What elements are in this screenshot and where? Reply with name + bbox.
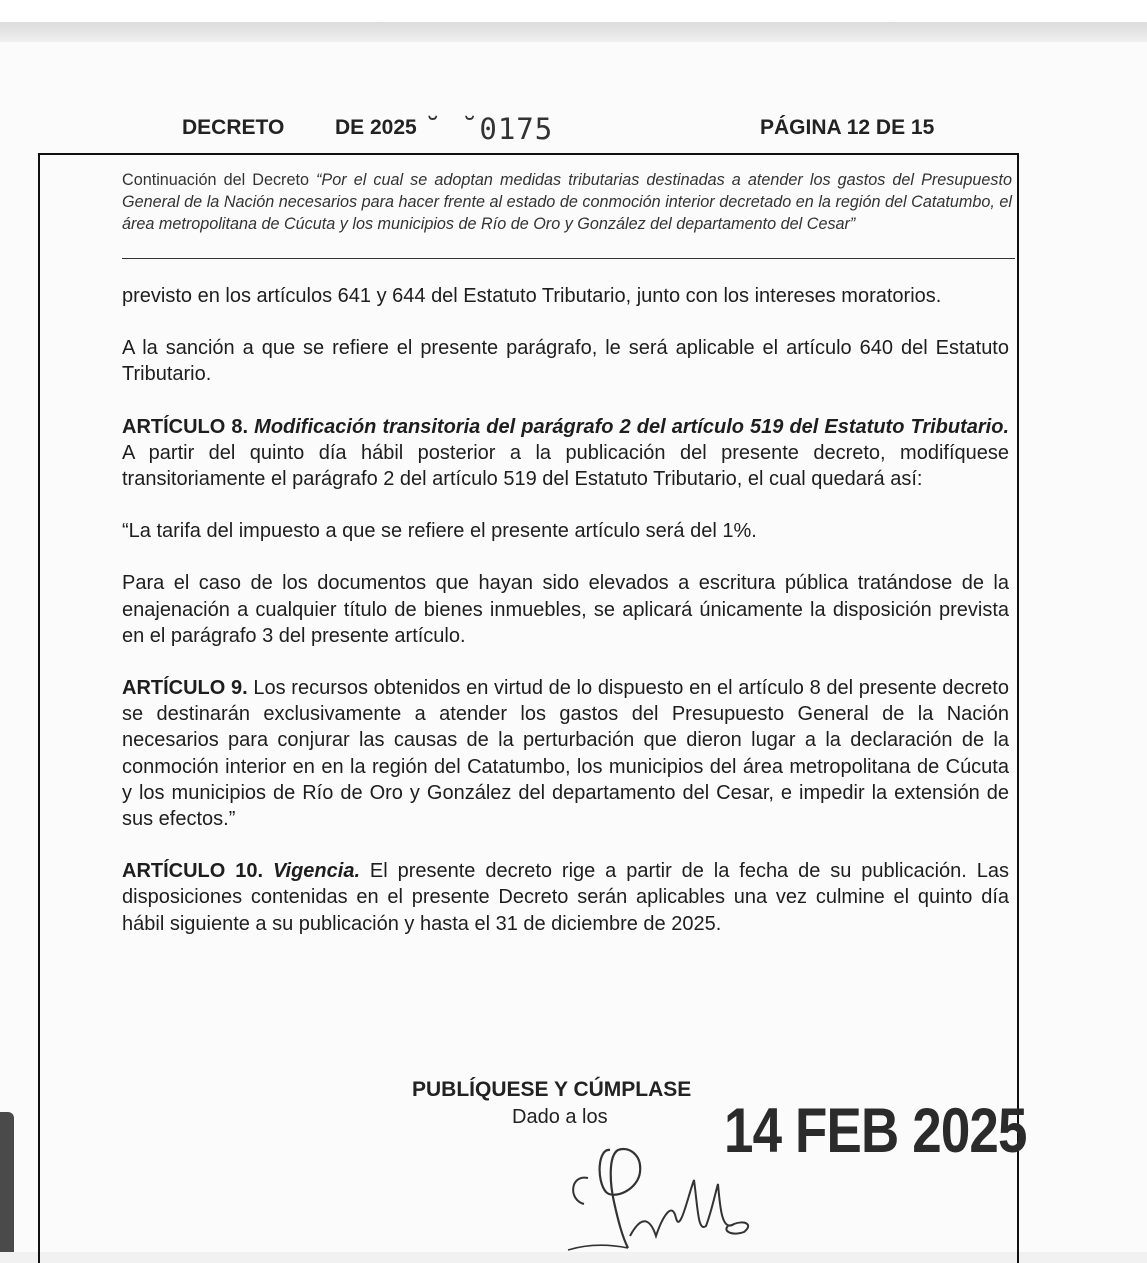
article-10-label: ARTÍCULO 10. [122,860,264,883]
continuation-rule [122,258,1015,259]
top-shadow [0,22,1147,44]
dado-text: Dado a los [512,1106,608,1128]
signature-icon [548,1140,768,1252]
header-decreto: DECRETO [182,116,285,139]
continuation-lead: Continuación del Decreto [122,171,317,189]
quote-2: Para el caso de los documentos que hayan sido elevados a escritura pública tratándose de la enajenación a cualquier título de bienes inmuebles, se aplicará únicamente la disposición prevista en el parágrafo 3 del presente artículo. [122,572,1009,647]
article-9-text: Los recursos obtenidos en virtud de lo dispuesto en el artículo 8 del presente decreto se destinarán exclusivamente a atender los gastos del Presupuesto General de la Nación necesarios para conjurar las causas de la perturbación que dieron lugar a la declaración de la conmoción interior en en la región del Catatumbo, los municipios del área metropolitana de Cúcuta y los municipios de Río de Oro y González del departamento del Cesar, e impedir la extensión de sus efectos.” [122,677,1009,831]
document-body [122,283,1009,963]
left-edge-tab [0,1112,14,1252]
page-indicator: PÁGINA 12 DE 15 [760,116,935,139]
article-8-title: Modificación transitoria del parágrafo 2 del artículo 519 del Estatuto Tributario. [254,415,1010,438]
article-8-label: ARTÍCULO 8. [122,415,249,438]
continuation-note [122,169,1012,235]
article-8-text: A partir del quinto día hábil posterior a la publicación del presente decreto, modifíquese transitoriamente el parágrafo 2 del artículo 519 del Estatuto Tributario, el cual quedará así: [122,441,1009,491]
article-10-title: Vigencia. [272,860,361,883]
article-9 [122,675,1009,832]
quote-1: “La tarifa del impuesto a que se refiere el presente artículo será del 1%. [122,520,757,543]
continuation-title: “Por el cual se adoptan medidas tributarias destinadas a atender los gastos del Presupuesto General de la Nación necesarios para hacer frente al estado de conmoción interior decretado en la región del Catatumbo, el área metropolitana de Cúcuta y los municipios de Río de Oro y González del departamento del Cesar” [122,171,1012,233]
article-8 [122,414,1009,493]
decree-number: ˘ ˘0175 [424,112,554,146]
publiquese-heading: PUBLÍQUESE Y CÚMPLASE [412,1078,692,1101]
article-10-text: El presente decreto rige a partir de la fecha de su publicación. Las disposiciones contenidas en el presente Decreto serán aplicables una vez culmine el quinto día hábil siguiente a su publicación y hasta el 31 de diciembre de 2025. [122,860,1010,935]
date-stamp: 14 FEB 2025 [724,1096,1027,1166]
article-9-label: ARTÍCULO 9. [122,677,248,700]
paragraph-1: previsto en los artículos 641 y 644 del Estatuto Tributario, junto con los intereses moratorios. [122,285,942,307]
article-10 [122,858,1009,937]
top-strip [0,0,1147,22]
paragraph-2: A la sanción a que se refiere el presente parágrafo, le será aplicable el artículo 640 del Estatuto Tributario. [122,337,1009,386]
header-year: DE 2025 [335,116,417,139]
